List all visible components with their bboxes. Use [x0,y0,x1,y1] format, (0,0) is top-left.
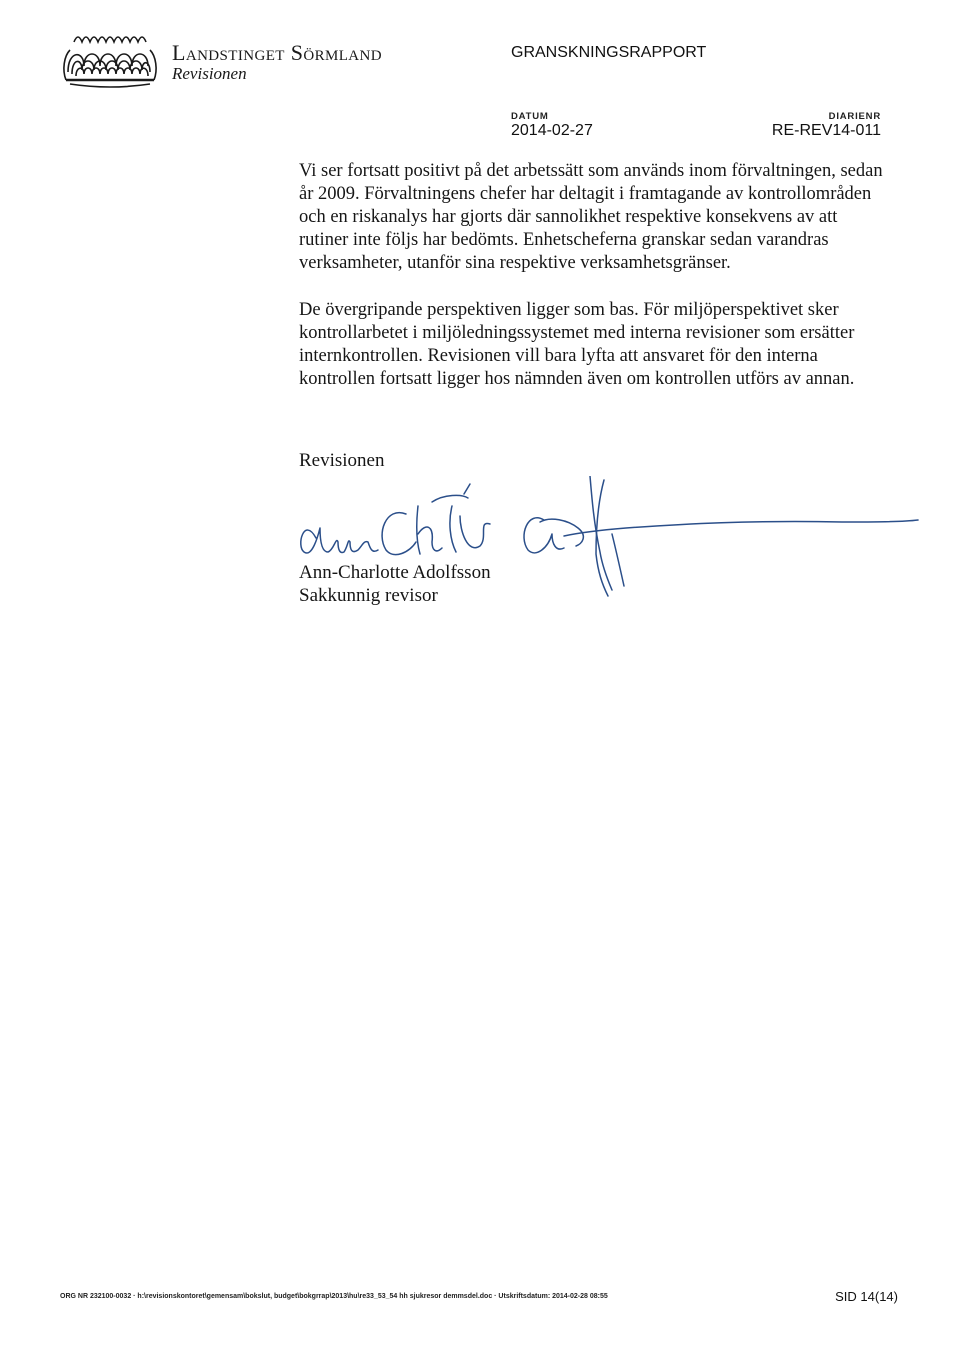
organization-name [172,40,382,66]
crown-arches-logo [62,20,158,92]
footer-file-info: ORG NR 232100-0032 · h:\revisionskontoret\gemensam\bokslut, budget\bokgrrap\2013\hu\re33_53_54 hh sjukresor demmsdel.doc · Utskriftsdatum: 2014-02-28 08:55 [60,1293,608,1300]
signatory-name: Ann-Charlotte Adolfsson [299,562,491,583]
date-value: 2014-02-27 [511,122,593,139]
org-name-part-1: Landstinget [172,40,285,65]
signatory-title: Sakkunnig revisor [299,585,438,606]
org-name-part-2: Sörmland [290,40,383,65]
document-type: GRANSKNINGSRAPPORT [511,44,707,61]
page-number: SID 14(14) [835,1289,898,1304]
signature-organization: Revisionen [299,450,385,471]
diary-number-value: RE-REV14-011 [771,122,881,139]
report-body [299,160,889,391]
body-paragraph-1: Vi ser fortsatt positivt på det arbetssätt som används inom förvaltningen, sedan år 2009. Förvaltningens chefer har deltagit i framtagande av kontrollområden och en riskanalys har gjorts där sannolikhet respektive konsekvens av att rutiner inte följs har bedömts. Enhetscheferna granskar sedan varandras verksamheter, utanför sina respektive verksamhetsgränser. [299,161,883,273]
date-label: DATUM [511,111,549,122]
body-paragraph-2: De övergripande perspektiven ligger som bas. För miljöperspektivet sker kontrollarbetet i miljöledningssystemet med interna revisioner som ersätter internkontrollen. Revisionen vill bara lyfta att ansvaret för den interna kontrollen fortsatt ligger hos nämnden även om kontrollen utförs av annan. [299,300,855,389]
organization-unit: Revisionen [172,64,247,83]
diary-number-label: DIARIENR [828,111,881,122]
